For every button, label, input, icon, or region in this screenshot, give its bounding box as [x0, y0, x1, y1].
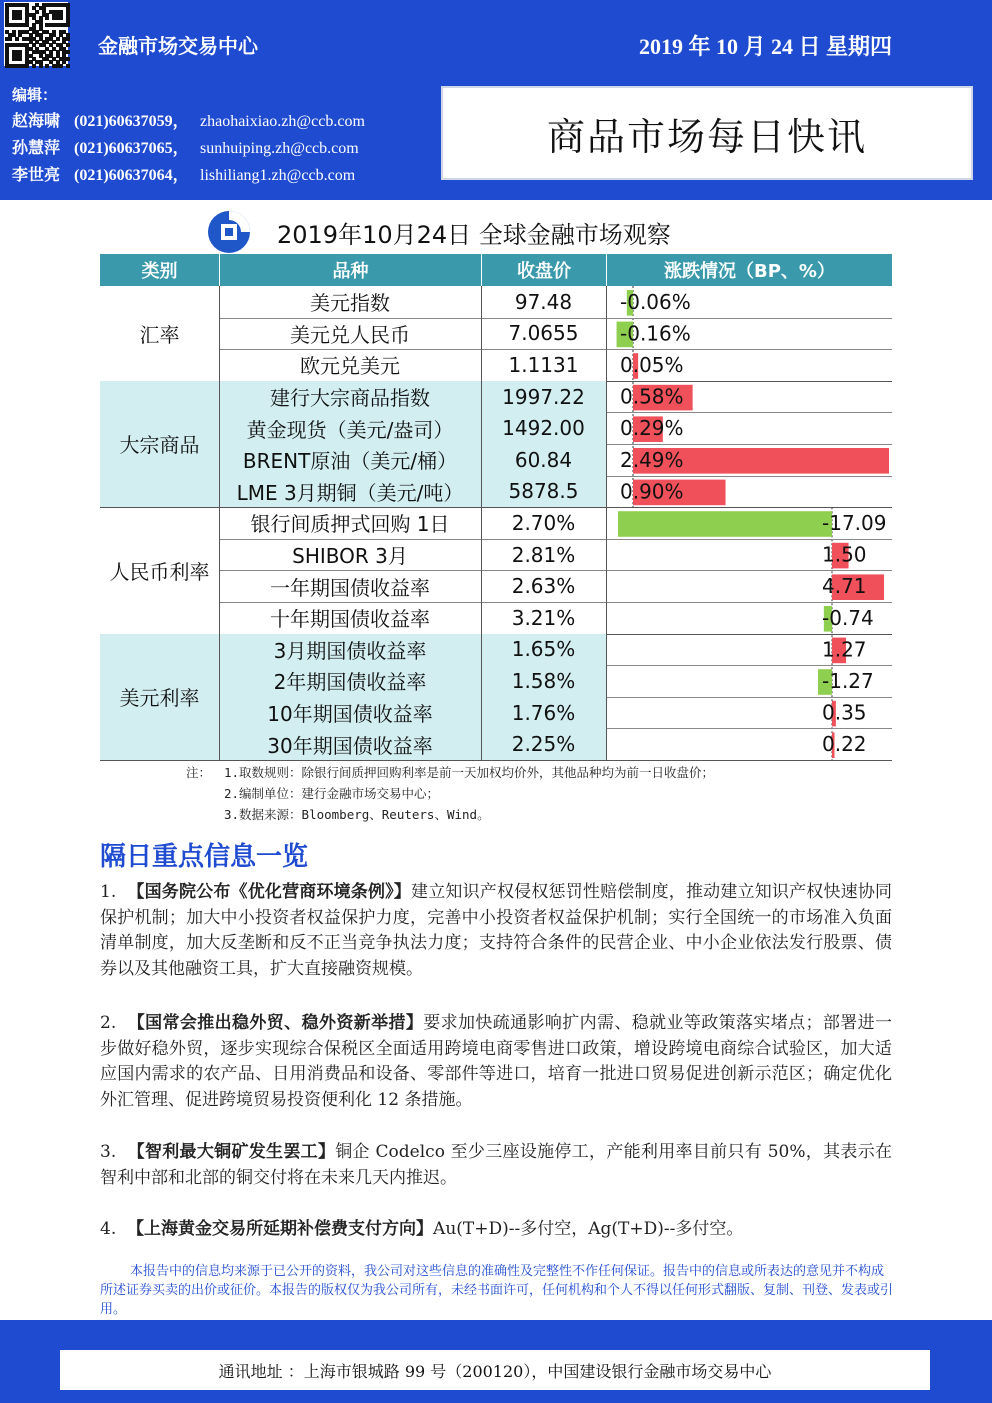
instrument-name: LME 3月期铜（美元/吨）: [219, 476, 481, 508]
news-body: Au(T+D)--多付空，Ag(T+D)--多付空。: [433, 1219, 744, 1239]
editor-phone: (021)60637065，: [74, 140, 189, 157]
news-number: 4.: [100, 1219, 117, 1239]
editors-label: 编辑：: [12, 86, 58, 104]
section-title: 隔日重点信息一览: [100, 842, 309, 872]
close-value: 5878.5: [481, 476, 606, 508]
instrument-name: 黄金现货（美元/盎司）: [219, 412, 481, 444]
instrument-name: 10年期国债收益率: [219, 697, 481, 729]
org-name: 金融市场交易中心: [98, 34, 258, 58]
instrument-name: BRENT原油（美元/桶）: [219, 444, 481, 476]
change-bars: [606, 286, 892, 760]
change-label: 0.58%: [620, 384, 684, 409]
editor-name: 李世亮: [12, 165, 61, 184]
close-value: 1.58%: [481, 665, 606, 697]
instrument-name: 建行大宗商品指数: [219, 381, 481, 413]
table-title: 2019年10月24日 全球金融市场观察: [277, 220, 671, 249]
close-value: 1.76%: [481, 697, 606, 729]
change-label: 0.05%: [620, 353, 684, 377]
instrument-name: 一年期国债收益率: [270, 575, 430, 600]
change-label: 1.50: [822, 542, 867, 567]
instrument-name: 2年期国债收益率: [219, 665, 481, 697]
table-title-row: [205, 210, 671, 254]
close-value: 2.25%: [481, 728, 606, 760]
change-label: -0.06%: [620, 289, 691, 314]
change-label: 2.49%: [620, 447, 684, 472]
close-value: 1492.00: [481, 412, 606, 444]
column-divider: [481, 286, 482, 760]
close-value: 2.63%: [511, 574, 576, 599]
editor-name: 赵海啸: [12, 111, 61, 130]
header-change: 涨跌情况（BP、%）: [606, 254, 892, 286]
news-item: [100, 880, 892, 982]
report-title: 商品市场每日快讯: [546, 114, 867, 159]
report-date: 2019 年 10 月 24 日 星期四: [638, 34, 892, 59]
change-label: 0.90%: [620, 479, 684, 504]
change-label: -0.16%: [620, 321, 691, 346]
change-label: 4.71: [822, 574, 867, 599]
header-bar: [0, 0, 992, 200]
change-label: -1.27: [822, 669, 874, 693]
instrument-name: 十年期国债收益率: [270, 607, 430, 632]
close-value: 1.65%: [481, 634, 606, 666]
news-item: [100, 1011, 892, 1113]
ccb-logo-icon: [205, 210, 253, 254]
news-headline: 【国务院公布《优化营商环境条例》】: [127, 882, 412, 902]
close-value: 2.70%: [511, 510, 576, 535]
editor-phone: (021)60637064，: [74, 167, 189, 184]
change-chart: [606, 286, 892, 760]
header-instrument: 品种: [219, 254, 481, 286]
instrument-name: 银行间质押式回购 1日: [250, 512, 450, 537]
news-body: 建立知识产权侵权惩罚性赔偿制度，推动建立知识产权快速协同保护机制；加大中小投资者权益保护力度，完善中小投资者权益保护机制；实行全国统一的市场准入负面清单制度，加大反垄断和反不正当竞争执法力度；支持符合条件的民营企业、中小企业依法发行股票、债券以及其他融资工具，扩大直接融资规模。: [100, 882, 893, 979]
news-number: 2.: [100, 1013, 117, 1033]
instrument-name: 3月期国债收益率: [219, 634, 481, 666]
header-close: 收盘价: [481, 254, 606, 286]
footer-address: 通讯地址 ：上海市银城路 99 号（200120），中国建设银行金融市场交易中心: [60, 1350, 930, 1390]
change-label: 0.29%: [620, 416, 684, 441]
news-headline: 【上海黄金交易所延期补偿费支付方向】: [127, 1219, 434, 1239]
editors-block: [12, 82, 365, 189]
editor-email[interactable]: lishiliang1.zh@ccb.com: [200, 167, 356, 184]
news-headline: 【智利最大铜矿发生罢工】: [127, 1142, 336, 1162]
editor-line: [12, 108, 365, 135]
news-number: 1.: [100, 882, 117, 902]
instrument-name: 30年期国债收益率: [219, 728, 481, 760]
news-body: 铜企 Codelco 至少三座设施停工，产能利用率目前只有 50%，其表示在智利中部和北部的铜交付将在未来几天内推迟。: [100, 1142, 893, 1188]
close-value: 2.81%: [511, 542, 576, 567]
note-item: 3.数据来源：Bloomberg、Reuters、Wind。: [224, 807, 490, 822]
notes-lead: 注：: [186, 765, 212, 780]
close-value: 60.84: [481, 444, 606, 476]
change-label: 1.27: [822, 637, 867, 662]
note-item: 2.编制单位：建行金融市场交易中心；: [224, 786, 440, 801]
editor-name: 孙慧萍: [12, 138, 61, 157]
disclaimer: 本报告中的信息均来源于已公开的资料，我公司对这些信息的准确性及完整性不作任何保证。报告中的信息或所表达的意见并不构成所述证券买卖的出价或征价。本报告的版权仅为我公司所有，未经书面许可，任何机构和个人不得以任何形式翻版、复制、刊登、发表或引用。: [100, 1264, 894, 1317]
qr-code-icon: [4, 2, 68, 66]
instrument-name: 欧元兑美元: [300, 354, 400, 379]
close-value: 1997.22: [481, 381, 606, 413]
news-number: 3.: [100, 1142, 117, 1162]
close-value: 1.1131: [508, 352, 579, 377]
editor-phone: (021)60637059，: [74, 113, 189, 130]
category-cell: 大宗商品: [100, 381, 219, 507]
change-label: 0.35: [822, 700, 867, 725]
close-value: 7.0655: [508, 321, 579, 346]
news-headline: 【国常会推出稳外贸、稳外资新举措】: [127, 1013, 424, 1033]
header-category: 类别: [100, 254, 219, 286]
instrument-name: 美元指数: [310, 291, 390, 316]
change-label: 0.22: [822, 732, 867, 757]
change-label: -17.09: [822, 511, 887, 535]
note-item: 1.取数规则：除银行间质押回购利率是前一天加权均价外，其他品种均为前一日收盘价；: [224, 765, 715, 780]
group-divider: [100, 760, 892, 761]
news-item: [100, 1217, 892, 1243]
category-cell: 美元利率: [100, 634, 219, 760]
editor-line: [12, 162, 365, 189]
editor-email[interactable]: zhaohaixiao.zh@ccb.com: [200, 113, 365, 130]
instrument-name: SHIBOR 3月: [292, 544, 408, 569]
editor-email[interactable]: sunhuiping.zh@ccb.com: [200, 140, 359, 157]
change-bar: [618, 511, 832, 537]
news-body: 要求加快疏通影响扩内需、稳就业等政策落实堵点；部署进一步做好稳外贸，逐步实现综合保税区全面适用跨境电商零售进口政策，增设跨境电商综合试验区，加大适应国内需求的农产品、日用消费品和设备、零部件等进口，培育一批进口贸易促进创新示范区；确定优化外汇管理、促进跨境贸易投资便利化 12 条措施。: [100, 1013, 892, 1110]
category-cell: 人民币利率: [109, 559, 210, 584]
news-item: [100, 1140, 892, 1191]
close-value: 97.48: [514, 289, 573, 314]
close-value: 3.21%: [511, 605, 576, 630]
column-divider: [606, 286, 607, 760]
instrument-name: 美元兑人民币: [290, 322, 410, 347]
editor-line: [12, 135, 365, 162]
report-title-box: [441, 86, 973, 180]
category-cell: 汇率: [139, 322, 180, 347]
change-label: -0.74: [822, 605, 874, 630]
column-divider: [219, 286, 220, 760]
table-notes: [186, 762, 714, 825]
